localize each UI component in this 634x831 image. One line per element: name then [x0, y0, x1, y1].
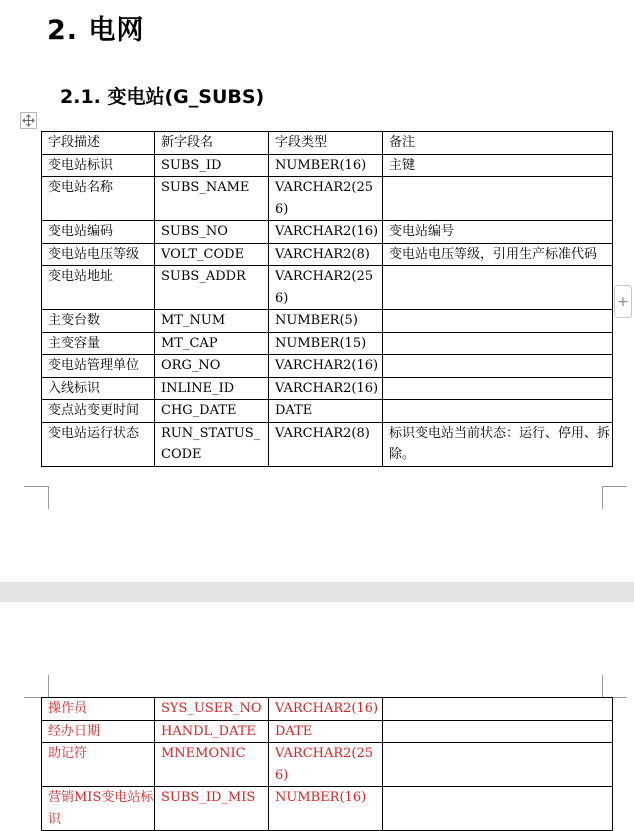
- heading-level-1: 2. 电网: [47, 15, 145, 46]
- field-type-cell[interactable]: VARCHAR2(16): [269, 698, 383, 721]
- field-name-cell[interactable]: SYS_USER_NO: [155, 698, 269, 721]
- field-type-cell[interactable]: NUMBER(5): [269, 310, 383, 333]
- field-type-cell[interactable]: VARCHAR2(256): [269, 177, 383, 221]
- fields-table: [41, 131, 613, 467]
- page-separator: [0, 582, 634, 602]
- header-cell[interactable]: 新字段名: [155, 132, 269, 155]
- table-row: [42, 221, 613, 244]
- field-name-cell[interactable]: MT_NUM: [155, 310, 269, 333]
- table-row: [42, 154, 613, 177]
- remark-cell[interactable]: [383, 698, 613, 721]
- field-name-cell[interactable]: SUBS_ID: [155, 154, 269, 177]
- table-row: [42, 355, 613, 378]
- page-corner-mark: [24, 675, 49, 698]
- table-row: [42, 422, 613, 466]
- field-name-cell[interactable]: MT_CAP: [155, 332, 269, 355]
- field-type-cell[interactable]: NUMBER(16): [269, 154, 383, 177]
- field-name-cell[interactable]: SUBS_ID_MIS: [155, 787, 269, 831]
- remark-cell[interactable]: [383, 266, 613, 310]
- field-type-cell[interactable]: VARCHAR2(256): [269, 266, 383, 310]
- field-desc-cell[interactable]: 主变容量: [42, 332, 155, 355]
- field-name-cell[interactable]: CHG_DATE: [155, 400, 269, 423]
- remark-cell[interactable]: 主键: [383, 154, 613, 177]
- table-row: [42, 743, 613, 787]
- table-row: [42, 332, 613, 355]
- remark-cell[interactable]: [383, 400, 613, 423]
- remark-cell[interactable]: [383, 310, 613, 333]
- fields-table-continued: [41, 697, 613, 831]
- field-type-cell[interactable]: VARCHAR2(16): [269, 377, 383, 400]
- field-name-cell[interactable]: MNEMONIC: [155, 743, 269, 787]
- field-desc-cell[interactable]: 变电站运行状态: [42, 422, 155, 466]
- field-desc-cell[interactable]: 变电站管理单位: [42, 355, 155, 378]
- page-corner-mark: [602, 486, 627, 509]
- remark-cell[interactable]: [383, 720, 613, 743]
- heading-level-2: 2.1. 变电站(G_SUBS): [60, 86, 265, 108]
- remark-cell[interactable]: [383, 787, 613, 831]
- field-name-cell[interactable]: SUBS_NO: [155, 221, 269, 244]
- field-desc-cell[interactable]: 入线标识: [42, 377, 155, 400]
- field-name-cell[interactable]: SUBS_NAME: [155, 177, 269, 221]
- field-type-cell[interactable]: VARCHAR2(256): [269, 743, 383, 787]
- field-desc-cell[interactable]: 变电站地址: [42, 266, 155, 310]
- table-row: [42, 310, 613, 333]
- remark-cell[interactable]: 变电站编号: [383, 221, 613, 244]
- field-desc-cell[interactable]: 助记符: [42, 743, 155, 787]
- field-desc-cell[interactable]: 操作员: [42, 698, 155, 721]
- field-name-cell[interactable]: RUN_STATUS_CODE: [155, 422, 269, 466]
- remark-cell[interactable]: [383, 743, 613, 787]
- remark-cell[interactable]: [383, 177, 613, 221]
- field-desc-cell[interactable]: 经办日期: [42, 720, 155, 743]
- table-row: [42, 377, 613, 400]
- field-desc-cell[interactable]: 变电站编码: [42, 221, 155, 244]
- field-desc-cell[interactable]: 变点站变更时间: [42, 400, 155, 423]
- field-name-cell[interactable]: SUBS_ADDR: [155, 266, 269, 310]
- remark-cell[interactable]: [383, 377, 613, 400]
- page-corner-mark: [24, 486, 49, 509]
- field-type-cell[interactable]: VARCHAR2(16): [269, 221, 383, 244]
- table-row: [42, 266, 613, 310]
- table-header-row: [42, 132, 613, 155]
- plus-icon[interactable]: +: [614, 285, 632, 318]
- field-type-cell[interactable]: DATE: [269, 720, 383, 743]
- field-desc-cell[interactable]: 主变台数: [42, 310, 155, 333]
- field-name-cell[interactable]: INLINE_ID: [155, 377, 269, 400]
- remark-cell[interactable]: 变电站电压等级，引用生产标准代码: [383, 243, 613, 266]
- table-row: [42, 177, 613, 221]
- field-type-cell[interactable]: VARCHAR2(16): [269, 355, 383, 378]
- field-name-cell[interactable]: ORG_NO: [155, 355, 269, 378]
- field-desc-cell[interactable]: 变电站标识: [42, 154, 155, 177]
- field-desc-cell[interactable]: 营销MIS变电站标识: [42, 787, 155, 831]
- remark-cell[interactable]: [383, 355, 613, 378]
- move-icon[interactable]: [20, 112, 37, 129]
- table-row: [42, 787, 613, 831]
- field-type-cell[interactable]: NUMBER(16): [269, 787, 383, 831]
- field-name-cell[interactable]: VOLT_CODE: [155, 243, 269, 266]
- header-cell[interactable]: 字段描述: [42, 132, 155, 155]
- table-row: [42, 400, 613, 423]
- table-row: [42, 243, 613, 266]
- table-row: [42, 698, 613, 721]
- table-row: [42, 720, 613, 743]
- header-cell[interactable]: 字段类型: [269, 132, 383, 155]
- field-type-cell[interactable]: NUMBER(15): [269, 332, 383, 355]
- header-cell[interactable]: 备注: [383, 132, 613, 155]
- remark-cell[interactable]: [383, 332, 613, 355]
- field-type-cell[interactable]: VARCHAR2(8): [269, 422, 383, 466]
- field-desc-cell[interactable]: 变电站名称: [42, 177, 155, 221]
- remark-cell[interactable]: 标识变电站当前状态：运行、停用、拆除。: [383, 422, 613, 466]
- page-corner-mark: [602, 675, 627, 698]
- field-type-cell[interactable]: DATE: [269, 400, 383, 423]
- field-desc-cell[interactable]: 变电站电压等级: [42, 243, 155, 266]
- field-type-cell[interactable]: VARCHAR2(8): [269, 243, 383, 266]
- field-name-cell[interactable]: HANDL_DATE: [155, 720, 269, 743]
